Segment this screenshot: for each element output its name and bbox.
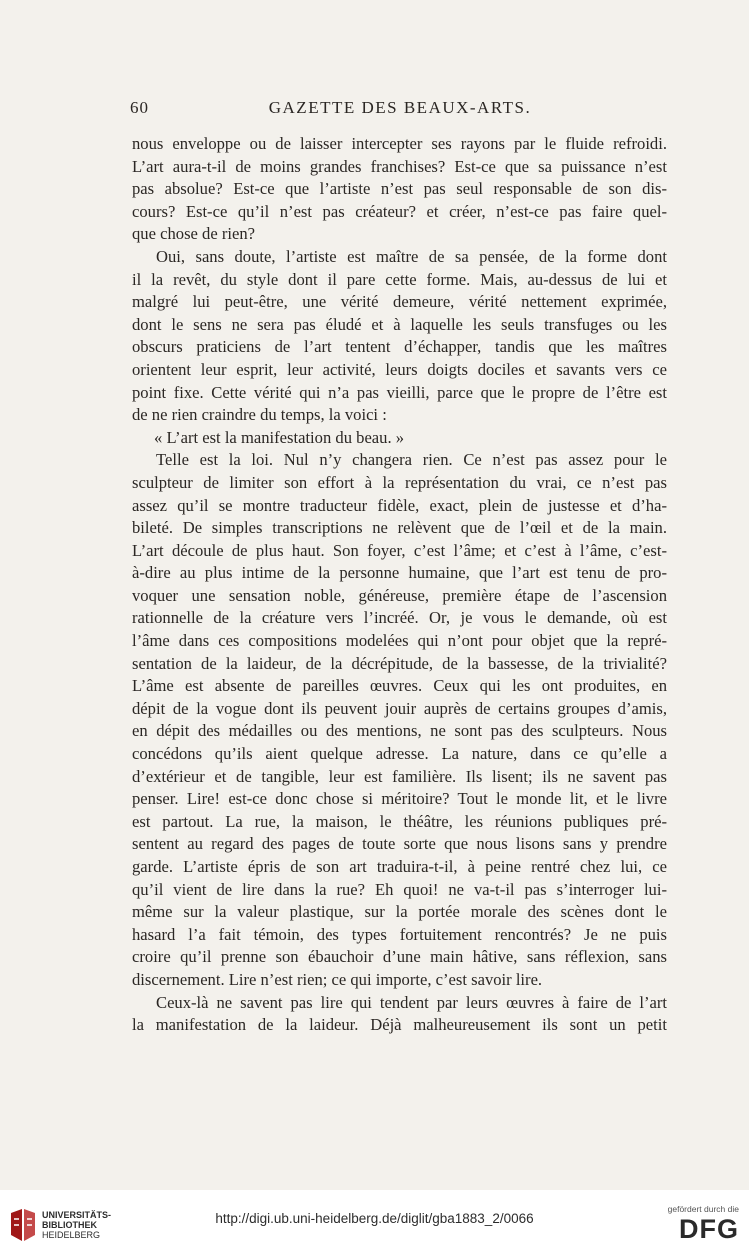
library-line-2: BIBLIOTHEK bbox=[42, 1220, 97, 1230]
text-line: obscurs praticiens de l’art tentent d’échapper, tandis que les maîtres bbox=[132, 337, 667, 357]
text-line: voquer une sensation noble, généreuse, première étape de l’ascension bbox=[132, 585, 667, 605]
text-line: pas absolue? Est-ce que l’artiste n’est pas seul responsable de son dis- bbox=[132, 179, 667, 199]
text-line: que chose de rien? bbox=[132, 224, 256, 244]
text-line: en dépit des médailles ou des mentions, ne sont pas des sculpteurs. Nous bbox=[132, 721, 667, 741]
library-line-3: HEIDELBERG bbox=[42, 1230, 101, 1240]
text-line: « L’art est la manifestation du beau. » bbox=[154, 427, 405, 447]
text-line: Ceux-là ne savent pas lire qui tendent par leurs œuvres à faire de l’art bbox=[156, 992, 667, 1012]
text-line: hasard l’a fait témoin, des types fortuitement rencontrés? Je ne puis bbox=[132, 924, 667, 944]
text-line: assez qu’il se montre traducteur fidèle, exact, plein de justesse et d’ha- bbox=[132, 495, 667, 515]
text-line: garde. L’artiste épris de son art traduira-t-il, à peine rentré chez lui, ce bbox=[132, 857, 667, 876]
text-line: sentation de la laideur, de la décrépitude, de la bassesse, de la trivialité? bbox=[132, 653, 667, 673]
running-title: GAZETTE DES BEAUX-ARTS. bbox=[268, 98, 532, 117]
text-line: l’âme dans ces compositions modelées qui n’ont pour objet que la repré- bbox=[132, 631, 667, 651]
text-line: sculpteur de limiter son effort à la représentation du vrai, ce n’est pas bbox=[132, 472, 667, 492]
text-line: discernement. Lire n’est rien; ce qui importe, c’est savoir lire. bbox=[132, 969, 543, 989]
page-header bbox=[130, 98, 670, 122]
text-line: il la revêt, du style dont il pare cette forme. Mais, au-dessus de lui et bbox=[132, 269, 667, 289]
text-line: L’art aura-t-il de moins grandes franchises? Est-ce que sa puissance n’est bbox=[132, 156, 667, 176]
text-line: cours? Est-ce qu’il n’est pas créateur? et créer, n’est-ce pas faire quel- bbox=[132, 201, 667, 221]
text-line: la manifestation de la laideur. Déjà malheureusement ils sont un petit bbox=[132, 1015, 667, 1035]
text-line: L’âme est absente de pareilles œuvres. Ceux qui les ont produites, en bbox=[132, 676, 667, 696]
dfg-logo-text: DFG bbox=[679, 1214, 739, 1244]
text-line: bileté. De simples transcriptions ne relèvent que de l’œil et de la main. bbox=[132, 518, 667, 538]
text-line: dépit de la vogue dont ils peuvent jouir auprès de certains groupes d’amis, bbox=[132, 698, 667, 718]
text-line: qu’il vient de lire dans la rue? Eh quoi! ne va-t-il pas s’interroger lui- bbox=[132, 879, 667, 899]
text-line: orientent leur esprit, leur activité, leurs doigts dociles et savants vers ce bbox=[132, 359, 667, 379]
text-line: dont le sens ne sera pas éludé et à laquelle les seuls transfuges ou les bbox=[132, 314, 667, 334]
funder-logo[interactable] bbox=[659, 1204, 739, 1249]
text-line: même sur la valeur plastique, sur la portée morale des scènes dont le bbox=[132, 902, 667, 922]
text-line: penser. Lire! est-ce donc chose si méritoire? Tout le monde lit, et le livre bbox=[132, 789, 667, 809]
library-line-1: UNIVERSITÄTS- bbox=[42, 1210, 112, 1220]
text-line: croire qu’il prenne son ébauchoir d’une main hâtive, sans réflexion, sans bbox=[132, 947, 667, 967]
text-line: est partout. La rue, la maison, le théâtre, les réunions publiques pré- bbox=[132, 811, 667, 831]
text-line: malgré lui peut-être, une vérité demeure, vérité nettement exprimée, bbox=[132, 292, 667, 312]
text-line: à-dire au plus intime de la personne humaine, que l’art est tenu de pro- bbox=[132, 563, 667, 583]
page-number: 60 bbox=[130, 98, 149, 117]
funder-note: gefördert durch die bbox=[667, 1204, 739, 1214]
text-line: Oui, sans doute, l’artiste est maître de sa pensée, de la forme dont bbox=[156, 246, 667, 266]
text-line: Telle est la loi. Nul n’y changera rien. Ce n’est pas assez pour le bbox=[156, 450, 667, 470]
page-url-link[interactable]: http://digi.ub.uni-heidelberg.de/diglit/gba1883_2/0066 bbox=[215, 1211, 534, 1226]
body-text bbox=[132, 133, 667, 1037]
text-line: point fixe. Cette vérité qui n’a pas vieilli, parce que le propre de l’être est bbox=[132, 382, 667, 402]
text-line: concédons qu’ils aient quelque adresse. La nature, dans ce qu’elle a bbox=[132, 744, 667, 764]
text-line: d’extérieur et de tangible, leur est familière. Ils lisent; ils ne savent pas bbox=[132, 766, 667, 786]
text-line: de ne rien craindre du temps, la voici : bbox=[132, 405, 387, 425]
text-line: L’art découle de plus haut. Son foyer, c’est l’âme; et c’est à l’âme, c’est- bbox=[132, 540, 667, 560]
footer-bar bbox=[0, 1190, 749, 1253]
text-line: nous enveloppe ou de laisser intercepter ses rayons par le fluide refroidi. bbox=[132, 134, 667, 153]
text-line: sentent au regard des pages de toute sorte que nous lisons sans y prendre bbox=[132, 834, 667, 854]
text-line: rationnelle de la créature vers l’incréé. Or, je vous le demande, où est bbox=[132, 608, 667, 628]
